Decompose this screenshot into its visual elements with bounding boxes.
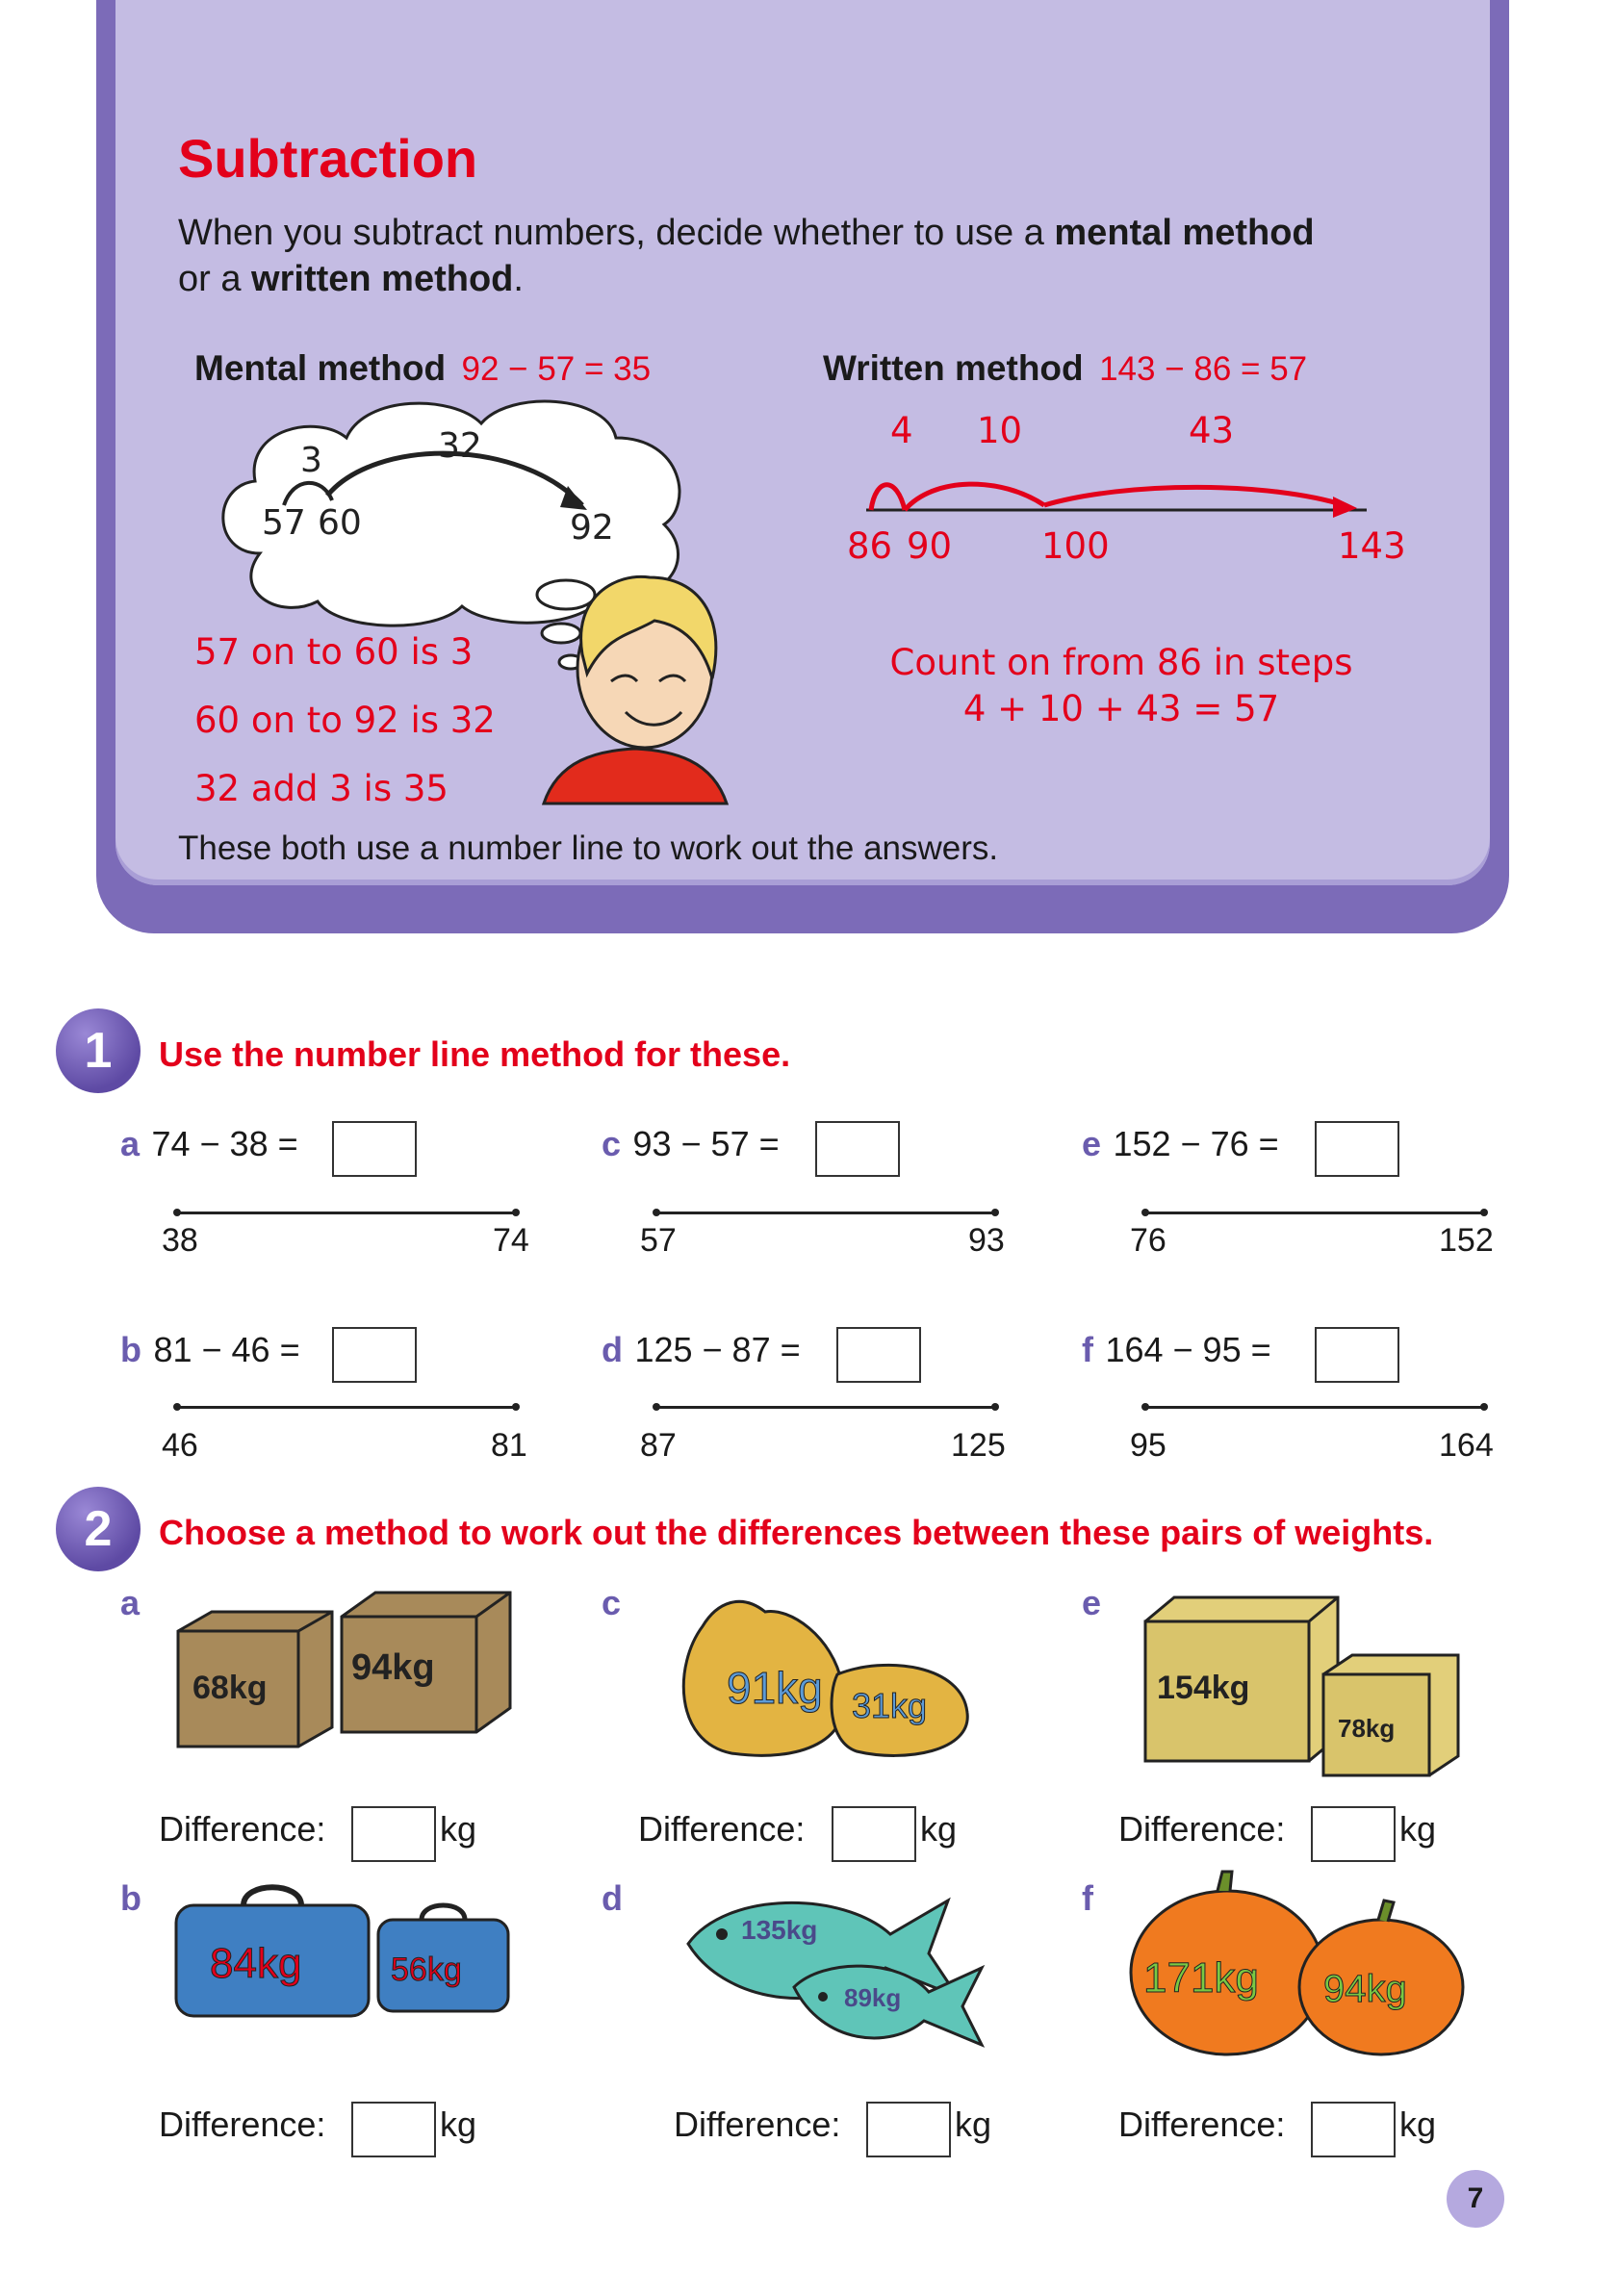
cloud-end: 92 bbox=[570, 508, 614, 548]
q1-line-f-end bbox=[1480, 1403, 1488, 1411]
q1-line-e-right-label: 152 bbox=[1439, 1222, 1494, 1259]
q2-letter-b: b bbox=[120, 1878, 141, 1918]
q1-line-d bbox=[656, 1406, 995, 1409]
point-100: 100 bbox=[1041, 525, 1110, 567]
page-number: 7 bbox=[1447, 2170, 1504, 2228]
q1-line-a-right-label: 74 bbox=[493, 1222, 529, 1259]
q1-answer-box-a[interactable] bbox=[332, 1121, 417, 1177]
mental-steps: 57 on to 60 is 3 60 on to 92 is 32 32 add 3 is 35 bbox=[194, 631, 496, 809]
q1-line-d-right-label: 125 bbox=[951, 1427, 1006, 1464]
weight-label-94kg-pumpkin: 94kg bbox=[1323, 1968, 1407, 2010]
weight-label-31kg: 31kg bbox=[852, 1686, 928, 1725]
pumpkins-illustration bbox=[1126, 1867, 1473, 2059]
q1-line-f-right-label: 164 bbox=[1439, 1427, 1494, 1464]
difference-label-c: Difference: bbox=[638, 1809, 806, 1849]
unit-label-d: kg bbox=[955, 2105, 992, 2144]
q1-line-d-end bbox=[991, 1403, 999, 1411]
weight-label-89kg: 89kg bbox=[844, 1983, 902, 2012]
q1-line-d-start bbox=[653, 1403, 660, 1411]
q2-letter-d: d bbox=[602, 1878, 623, 1918]
written-note: Count on from 86 in steps 4 + 10 + 43 = 57 bbox=[889, 642, 1353, 729]
question-2-number: 2 bbox=[56, 1487, 141, 1571]
jump-label-4: 4 bbox=[890, 410, 913, 451]
written-method-heading: Written method 143 − 86 = 57 bbox=[823, 348, 1308, 388]
weight-label-56kg: 56kg bbox=[391, 1952, 462, 1988]
q1-line-c-right-label: 93 bbox=[968, 1222, 1005, 1259]
written-number-line bbox=[837, 404, 1424, 577]
child-illustration bbox=[539, 568, 731, 808]
q1-line-e-end bbox=[1480, 1209, 1488, 1216]
fish-illustration bbox=[669, 1881, 996, 2054]
weight-label-78kg: 78kg bbox=[1338, 1714, 1396, 1743]
q1-line-a-end bbox=[512, 1209, 520, 1216]
q1-line-e-left-label: 76 bbox=[1130, 1222, 1166, 1259]
q1-answer-box-e[interactable] bbox=[1315, 1121, 1399, 1177]
panel-footer: These both use a number line to work out the answers. bbox=[178, 829, 999, 867]
weight-label-135kg: 135kg bbox=[741, 1915, 818, 1945]
q1-item-c: c 93 − 57 = bbox=[602, 1124, 780, 1163]
q1-item-a: a 74 − 38 = bbox=[120, 1124, 298, 1163]
unit-label-e: kg bbox=[1399, 1809, 1437, 1849]
q1-answer-box-b[interactable] bbox=[332, 1327, 417, 1383]
difference-input-f[interactable] bbox=[1311, 2102, 1396, 2157]
page-title: Subtraction bbox=[178, 128, 478, 189]
q1-item-d: d 125 − 87 = bbox=[602, 1330, 801, 1369]
question-2-instruction: Choose a method to work out the differences between these pairs of weights. bbox=[159, 1513, 1434, 1552]
q2-letter-e: e bbox=[1082, 1583, 1102, 1622]
q1-line-d-left-label: 87 bbox=[640, 1427, 677, 1464]
q1-line-e bbox=[1145, 1212, 1484, 1214]
q2-letter-a: a bbox=[120, 1583, 141, 1622]
q1-line-c bbox=[656, 1212, 995, 1214]
difference-label-b: Difference: bbox=[159, 2105, 326, 2144]
q1-item-e: e 152 − 76 = bbox=[1082, 1124, 1279, 1163]
q1-answer-box-c[interactable] bbox=[815, 1121, 900, 1177]
point-90: 90 bbox=[907, 525, 953, 567]
sacks-illustration bbox=[674, 1578, 982, 1761]
cloud-jump-small: 3 bbox=[300, 441, 322, 480]
question-1-instruction: Use the number line method for these. bbox=[159, 1034, 791, 1074]
difference-input-d[interactable] bbox=[866, 2102, 951, 2157]
weight-label-171kg: 171kg bbox=[1143, 1954, 1259, 2002]
weight-label-84kg: 84kg bbox=[210, 1940, 302, 1987]
difference-label-d: Difference: bbox=[674, 2105, 841, 2144]
q1-line-e-start bbox=[1141, 1209, 1149, 1216]
unit-label-f: kg bbox=[1399, 2105, 1437, 2144]
cloud-jump-big: 32 bbox=[438, 426, 482, 466]
q1-line-a-start bbox=[173, 1209, 181, 1216]
q1-answer-box-f[interactable] bbox=[1315, 1327, 1399, 1383]
point-143: 143 bbox=[1338, 525, 1406, 567]
q1-item-b: b 81 − 46 = bbox=[120, 1330, 300, 1369]
q1-line-c-start bbox=[653, 1209, 660, 1216]
cloud-start: 57 bbox=[262, 503, 306, 543]
cloud-mid: 60 bbox=[318, 503, 362, 543]
q1-line-f-start bbox=[1141, 1403, 1149, 1411]
difference-input-c[interactable] bbox=[832, 1806, 916, 1862]
weight-label-68kg: 68kg bbox=[192, 1670, 268, 1706]
difference-label-e: Difference: bbox=[1118, 1809, 1286, 1849]
point-86: 86 bbox=[847, 525, 893, 567]
weight-label-91kg: 91kg bbox=[727, 1663, 823, 1713]
q1-line-b-right-label: 81 bbox=[491, 1427, 527, 1464]
q1-line-b-start bbox=[173, 1403, 181, 1411]
difference-label-f: Difference: bbox=[1118, 2105, 1286, 2144]
difference-input-b[interactable] bbox=[351, 2102, 436, 2157]
weight-label-154kg: 154kg bbox=[1157, 1670, 1250, 1706]
q2-letter-c: c bbox=[602, 1583, 622, 1622]
difference-label-a: Difference: bbox=[159, 1809, 326, 1849]
unit-label-b: kg bbox=[440, 2105, 477, 2144]
q1-line-b-left-label: 46 bbox=[162, 1427, 198, 1464]
difference-input-e[interactable] bbox=[1311, 1806, 1396, 1862]
q1-item-f: f 164 − 95 = bbox=[1082, 1330, 1271, 1369]
jump-label-43: 43 bbox=[1189, 410, 1235, 451]
q1-answer-box-d[interactable] bbox=[836, 1327, 921, 1383]
mental-method-heading: Mental method 92 − 57 = 35 bbox=[194, 348, 652, 388]
question-1-number: 1 bbox=[56, 1008, 141, 1093]
q1-line-f bbox=[1145, 1406, 1484, 1409]
weight-label-94kg: 94kg bbox=[351, 1647, 435, 1688]
jump-label-10: 10 bbox=[977, 410, 1023, 451]
q1-line-c-left-label: 57 bbox=[640, 1222, 677, 1259]
q1-line-b bbox=[177, 1406, 516, 1409]
q1-line-a bbox=[177, 1212, 516, 1214]
crates-illustration bbox=[1136, 1588, 1463, 1780]
difference-input-a[interactable] bbox=[351, 1806, 436, 1862]
unit-label-c: kg bbox=[920, 1809, 958, 1849]
cardboard-boxes-illustration bbox=[168, 1588, 525, 1756]
q2-letter-f: f bbox=[1082, 1878, 1093, 1918]
unit-label-a: kg bbox=[440, 1809, 477, 1849]
q1-line-c-end bbox=[991, 1209, 999, 1216]
suitcases-illustration bbox=[171, 1876, 518, 2021]
intro-text: When you subtract numbers, decide whether to use a mental method or a written method. bbox=[178, 213, 1315, 299]
q1-line-a-left-label: 38 bbox=[162, 1222, 198, 1259]
q1-line-f-left-label: 95 bbox=[1130, 1427, 1166, 1464]
q1-line-b-end bbox=[512, 1403, 520, 1411]
